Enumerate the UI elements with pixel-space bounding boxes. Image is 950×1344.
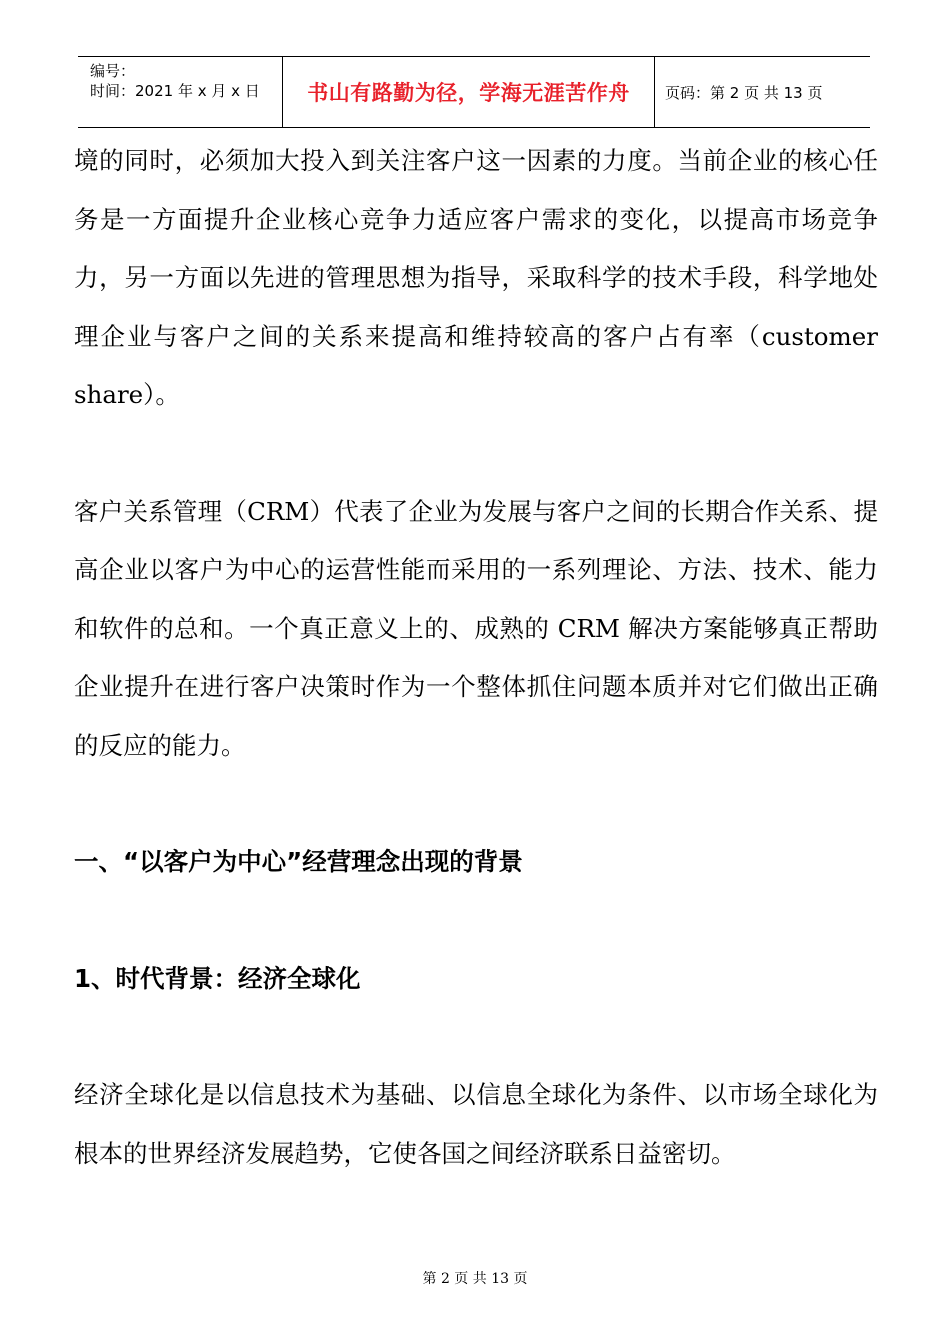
header-page-info: 页码：第 2 页 共 13 页 — [665, 83, 823, 102]
header-motto: 书山有路勤为径，学海无涯苦作舟 — [283, 57, 655, 127]
number-label: 编号： — [90, 62, 136, 80]
page-header — [78, 56, 870, 128]
section-heading-1: 一、“以客户为中心”经营理念出现的背景 — [74, 847, 523, 876]
paragraph-2: 客户关系管理（CRM）代表了企业为发展与客户之间的长期合作关系、提高企业以客户为中心的运营性能而采用的一系列理论、方法、技术、能力和软件的总和。一个真正意义上的、成熟的 CRM 解决方案能够真正帮助企业提升在进行客户决策时作为一个整体抓住问题本质并对它们做出正确的反应的能力。 — [74, 496, 878, 760]
paragraph-3: 经济全球化是以信息技术为基础、以信息全球化为条件、以市场全球化为根本的世界经济发展趋势，它使各国之间经济联系日益密切。 — [74, 1080, 878, 1168]
header-meta-cell — [78, 57, 283, 127]
page-footer: 第 2 页 共 13 页 — [422, 1271, 528, 1287]
section-heading-2: 1、时代背景：经济全球化 — [74, 963, 361, 993]
time-label: 时间：2021 年 x 月 x 日 — [90, 82, 260, 100]
paragraph-1: 境的同时，必须加大投入到关注客户这一因素的力度。当前企业的核心任务是一方面提升企业核心竞争力适应客户需求的变化，以提高市场竞争力，另一方面以先进的管理思想为指导，采取科学的技术手段，科学地处理企业与客户之间的关系来提高和维持较高的客户占有率（customer share）。 — [74, 146, 878, 409]
document-body — [74, 132, 878, 1183]
